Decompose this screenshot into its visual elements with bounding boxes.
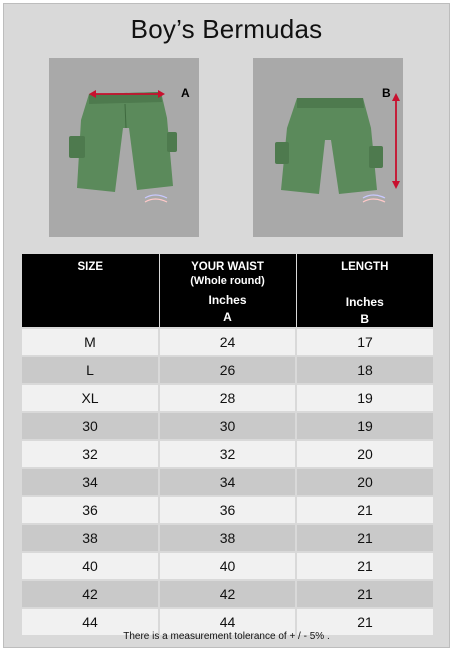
size-cell: M <box>22 328 159 356</box>
size-cell: 32 <box>22 440 159 468</box>
table-header-row <box>22 254 433 328</box>
table-row <box>22 524 433 552</box>
header-length <box>296 254 433 328</box>
waist-cell: 36 <box>159 496 296 524</box>
table-row <box>22 328 433 356</box>
header-waist-marker: A <box>223 310 232 324</box>
size-cell: 40 <box>22 552 159 580</box>
size-cell: 44 <box>22 608 159 635</box>
header-waist-units: Inches <box>208 293 247 307</box>
shorts-back-measure-length-image <box>253 58 403 237</box>
length-cell: 21 <box>296 608 433 635</box>
waist-cell: 44 <box>159 608 296 635</box>
header-size <box>22 254 159 328</box>
table-row <box>22 356 433 384</box>
table-row <box>22 496 433 524</box>
table-row <box>22 468 433 496</box>
waist-cell: 42 <box>159 580 296 608</box>
waist-cell: 32 <box>159 440 296 468</box>
header-waist-line2: (Whole round) <box>190 275 265 287</box>
length-cell: 18 <box>296 356 433 384</box>
table-row <box>22 440 433 468</box>
waist-cell: 24 <box>159 328 296 356</box>
waist-cell: 38 <box>159 524 296 552</box>
size-cell: 36 <box>22 496 159 524</box>
table-row <box>22 412 433 440</box>
length-cell: 21 <box>296 552 433 580</box>
waist-cell: 40 <box>159 552 296 580</box>
size-chart-page <box>3 3 450 648</box>
marker-b-label: B <box>382 86 391 100</box>
marker-a-label: A <box>181 86 190 100</box>
size-cell: XL <box>22 384 159 412</box>
size-cell: 34 <box>22 468 159 496</box>
length-cell: 21 <box>296 580 433 608</box>
waist-cell: 34 <box>159 468 296 496</box>
header-length-units: Inches <box>345 295 384 309</box>
size-cell: L <box>22 356 159 384</box>
size-cell: 30 <box>22 412 159 440</box>
header-size-label: SIZE <box>77 261 104 273</box>
waist-cell: 28 <box>159 384 296 412</box>
shorts-front-image <box>49 58 199 237</box>
waist-cell: 26 <box>159 356 296 384</box>
size-table <box>22 254 433 635</box>
length-cell: 19 <box>296 384 433 412</box>
size-cell: 38 <box>22 524 159 552</box>
length-cell: 21 <box>296 496 433 524</box>
header-length-marker: B <box>360 312 370 326</box>
header-length-line1: LENGTH <box>341 261 389 273</box>
page-title: Boy’s Bermudas <box>130 14 323 44</box>
length-cell: 17 <box>296 328 433 356</box>
table-row <box>22 580 433 608</box>
length-cell: 19 <box>296 412 433 440</box>
table-row <box>22 552 433 580</box>
header-waist-line1: YOUR WAIST <box>191 261 264 273</box>
waist-cell: 30 <box>159 412 296 440</box>
shorts-front-measure-waist-image <box>49 58 199 237</box>
length-cell: 21 <box>296 524 433 552</box>
header-waist <box>159 254 296 328</box>
size-cell: 42 <box>22 580 159 608</box>
tolerance-note: There is a measurement tolerance of + / - 5% . <box>123 631 330 642</box>
length-cell: 20 <box>296 440 433 468</box>
length-cell: 20 <box>296 468 433 496</box>
table-row <box>22 384 433 412</box>
shorts-back-image <box>253 58 403 237</box>
